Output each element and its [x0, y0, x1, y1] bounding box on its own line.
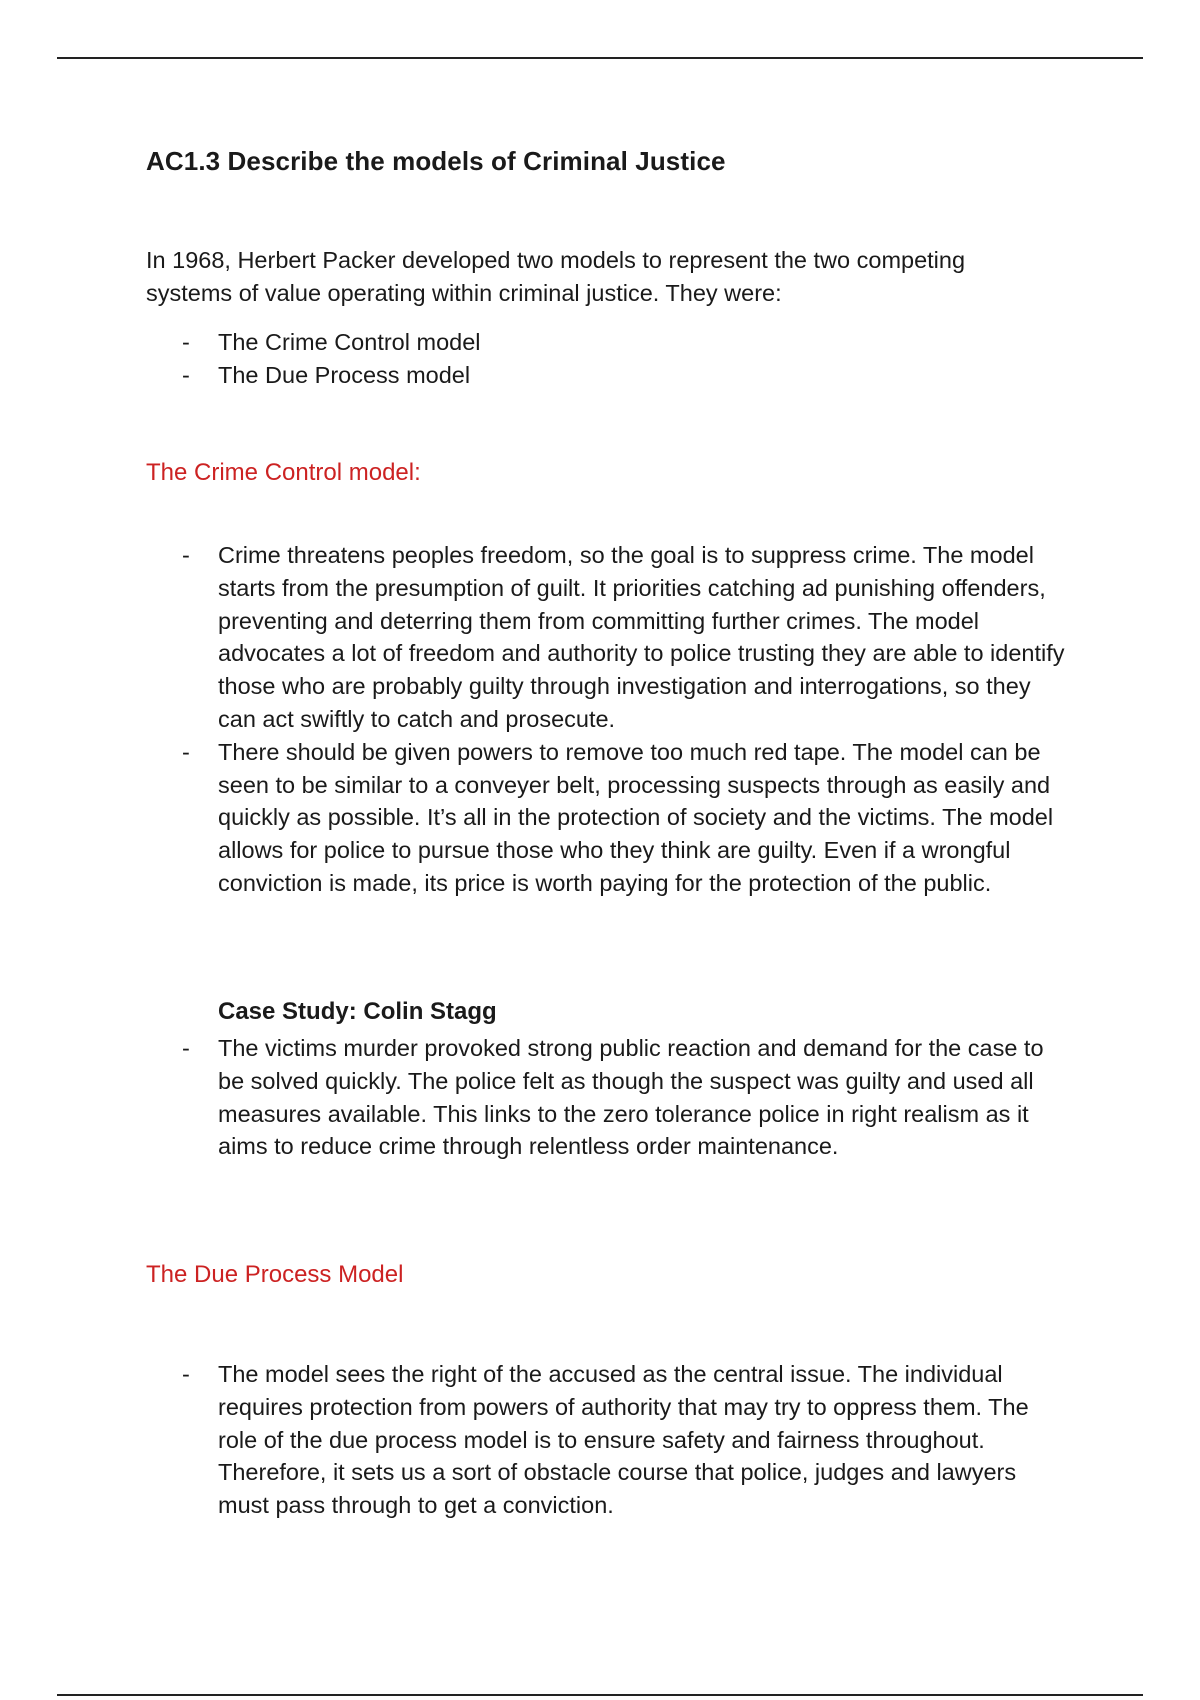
case-study-list: [146, 1032, 1066, 1163]
list-item-text: Crime threatens peoples freedom, so the goal is to suppress crime. The model starts from the presumption of guilt. It priorities catching ad punishing offenders, preventing and deterring them from committing further crimes. The model advocates a lot of freedom and authority to police trusting they are able to identify those who are probably guilty through investigation and interrogations, so they can act swiftly to catch and prosecute.: [218, 542, 1065, 732]
list-item-text: The Crime Control model: [218, 329, 481, 355]
bullet-dash: -: [182, 361, 190, 388]
bullet-dash: -: [182, 329, 190, 355]
bottom-rule: [57, 1694, 1143, 1696]
list-item: [146, 326, 1066, 359]
bullet-dash: -: [182, 738, 190, 765]
list-item-text: The victims murder provoked strong public reaction and demand for the case to be solved quickly. The police felt as though the suspect was guilty and used all measures available. This links to the zero tolerance police in right realism as it aims to reduce crime through relentless order maintenance.: [218, 1035, 1044, 1160]
due-process-list: [146, 1358, 1066, 1522]
list-item-text: The Due Process model: [218, 361, 471, 388]
models-list: [146, 326, 1066, 391]
list-item-text: There should be given powers to remove too much red tape. The model can be seen to be similar to a conveyer belt, processing suspects through as easily and quickly as possible. It’s all in the protection of society and the victims. The model allows for police to pursue those who they think are guilty. Even if a wrongful conviction is made, its price is worth paying for the protection of the public.: [218, 738, 1054, 896]
crime-control-heading: The Crime Control model:: [146, 459, 421, 486]
intro-paragraph: In 1968, Herbert Packer developed two models to represent the two competing systems of value operating within criminal justice. They were:: [146, 247, 966, 306]
bullet-dash: -: [182, 1361, 190, 1387]
page-title: AC1.3 Describe the models of Criminal Justice: [146, 146, 726, 176]
list-item: [146, 539, 1066, 736]
list-item-text: The model sees the right of the accused as the central issue. The individual requires protection from powers of authority that may try to oppress them. The role of the due process model is to ensure safety and fairness throughout. Therefore, it sets us a sort of obstacle course that police, judges and lawyers must pass through to get a conviction.: [218, 1361, 1029, 1519]
top-rule: [57, 57, 1143, 59]
bullet-dash: -: [182, 542, 190, 568]
due-process-heading: The Due Process Model: [146, 1261, 404, 1288]
list-item: [146, 1032, 1066, 1163]
list-item: [146, 1358, 1066, 1522]
bullet-dash: -: [182, 1035, 190, 1061]
crime-control-list: [146, 539, 1066, 900]
list-item: [146, 359, 1066, 392]
case-study-title: Case Study: Colin Stagg: [218, 998, 497, 1025]
list-item: [146, 736, 1066, 900]
